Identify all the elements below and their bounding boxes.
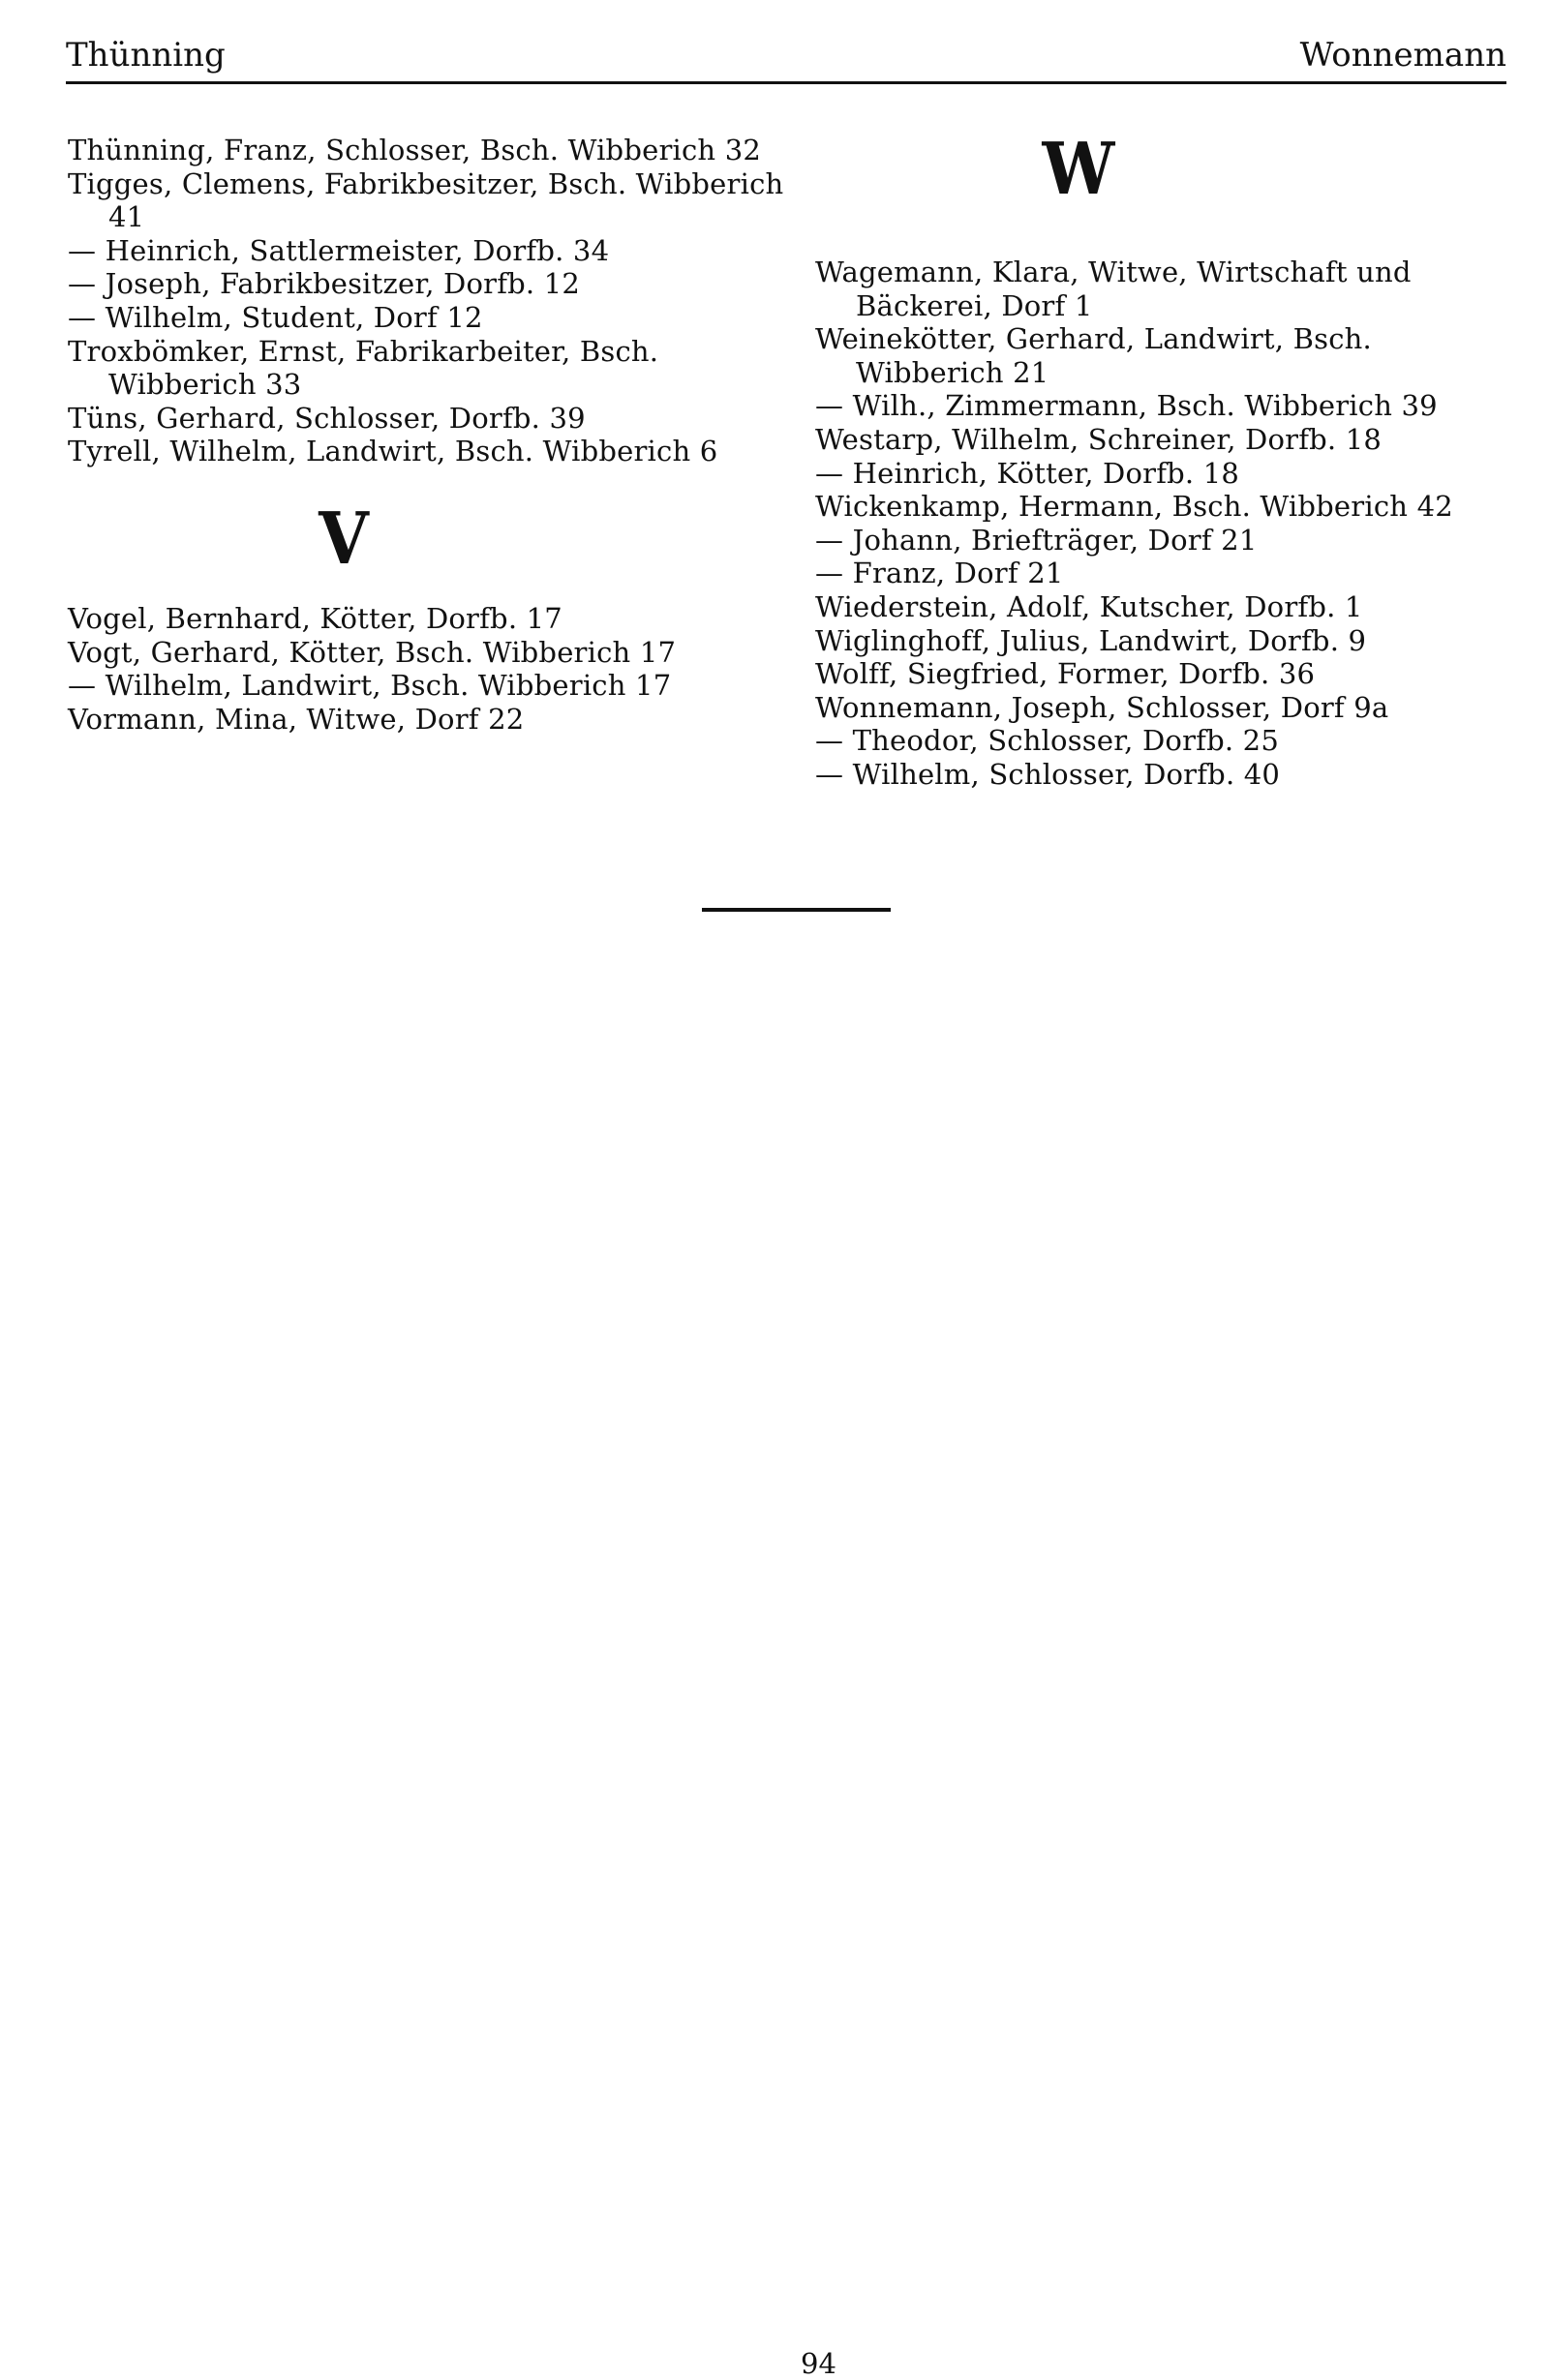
section-letter-v: V <box>319 497 369 581</box>
running-head-left: Thünning <box>66 36 226 75</box>
directory-entry: Troxbömker, Ernst, Fabrikarbeiter, Bsch. Wibberich 33 <box>68 334 659 402</box>
directory-entry: Vormann, Mina, Witwe, Dorf 22 <box>68 702 525 736</box>
directory-entry: — Wilh., Zimmermann, Bsch. Wibberich 39 <box>815 389 1438 423</box>
section-end-rule <box>702 908 891 912</box>
directory-entry: Wiederstein, Adolf, Kutscher, Dorfb. 1 <box>815 589 1363 623</box>
right-column <box>815 128 1522 792</box>
directory-entry: Wonnemann, Joseph, Schlosser, Dorf 9a <box>815 690 1389 724</box>
directory-entry: — Wilhelm, Landwirt, Bsch. Wibberich 17 <box>68 669 672 703</box>
directory-entry: Tigges, Clemens, Fabrikbesitzer, Bsch. Wibberich 41 <box>68 166 784 234</box>
directory-entry: — Wilhelm, Schlosser, Dorfb. 40 <box>815 757 1281 791</box>
running-head-right: Wonnemann <box>1299 36 1506 75</box>
directory-entry: — Joseph, Fabrikbesitzer, Dorfb. 12 <box>68 267 581 301</box>
directory-entry: — Wilhelm, Student, Dorf 12 <box>68 300 483 334</box>
section-letter-w: W <box>1042 128 1115 211</box>
directory-entry: — Heinrich, Kötter, Dorfb. 18 <box>815 456 1240 490</box>
directory-entry: Thünning, Franz, Schlosser, Bsch. Wibberich 32 <box>68 134 762 166</box>
directory-entry: — Heinrich, Sattlermeister, Dorfb. 34 <box>68 233 610 267</box>
directory-entry: Weinekötter, Gerhard, Landwirt, Bsch. Wibberich 21 <box>815 322 1372 389</box>
header-rule <box>66 81 1506 84</box>
directory-entry: — Franz, Dorf 21 <box>815 557 1064 590</box>
directory-entry: Tüns, Gerhard, Schlosser, Dorfb. 39 <box>68 401 586 435</box>
directory-entry: — Johann, Briefträger, Dorf 21 <box>815 523 1258 557</box>
left-column <box>68 134 784 736</box>
directory-entry: Wickenkamp, Hermann, Bsch. Wibberich 42 <box>815 490 1453 524</box>
directory-entry: Wolff, Siegfried, Former, Dorfb. 36 <box>815 657 1316 691</box>
directory-entry: Wiglinghoff, Julius, Landwirt, Dorfb. 9 <box>815 623 1367 657</box>
directory-entry: Vogel, Bernhard, Kötter, Dorfb. 17 <box>68 601 562 635</box>
directory-entry: — Theodor, Schlosser, Dorfb. 25 <box>815 724 1279 758</box>
directory-entry: Tyrell, Wilhelm, Landwirt, Bsch. Wibberich 6 <box>68 435 718 468</box>
directory-entry: Westarp, Wilhelm, Schreiner, Dorfb. 18 <box>815 422 1383 456</box>
page-number: 94 <box>801 2347 836 2380</box>
directory-entry: Vogt, Gerhard, Kötter, Bsch. Wibberich 17 <box>68 635 677 669</box>
directory-entry: Wagemann, Klara, Witwe, Wirtschaft und Bäckerei, Dorf 1 <box>815 256 1412 322</box>
